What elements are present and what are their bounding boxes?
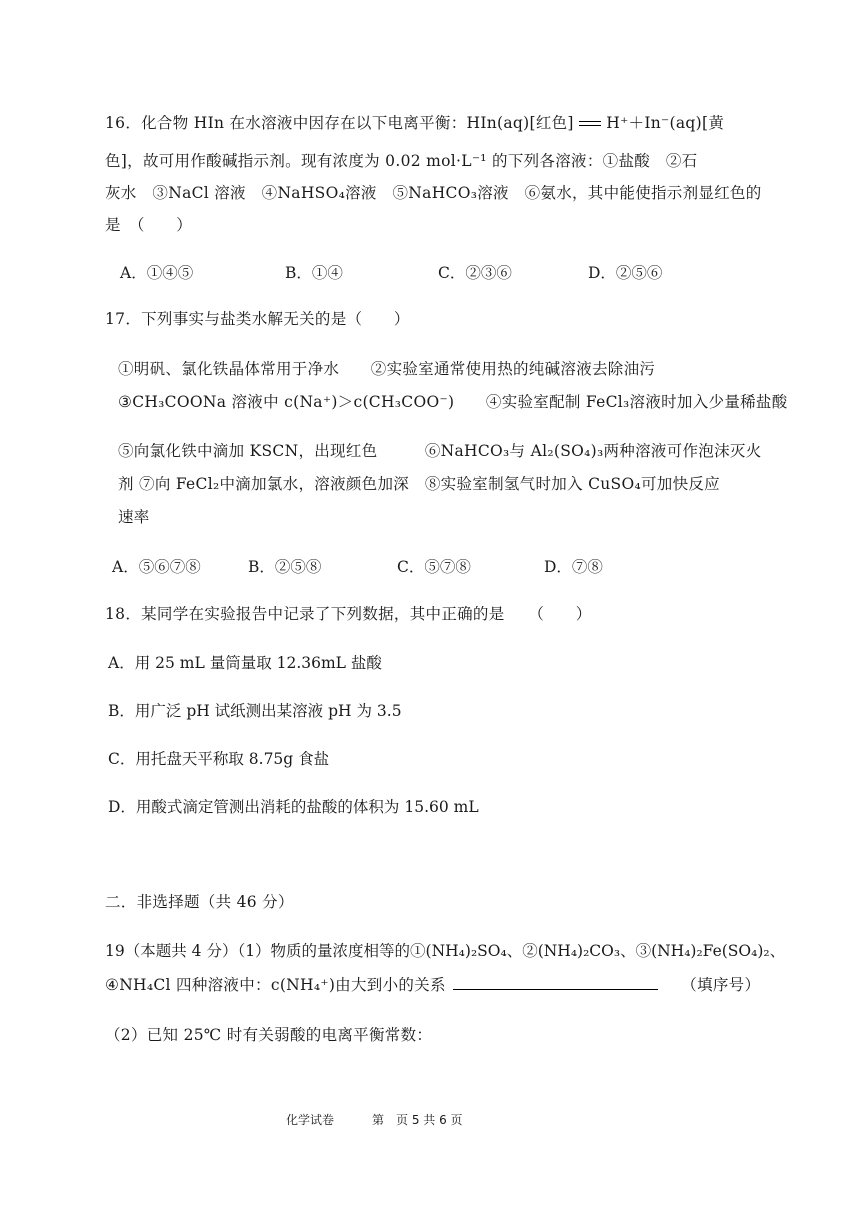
q19-line-2-text: ④NH₄Cl 四种溶液中：c(NH₄⁺)由大到小的关系 — [105, 976, 446, 994]
q18-option-c: C．用托盘天平称取 8.75g 食盐 — [108, 750, 330, 768]
q16-line-2: 色]，故可用作酸碱指示剂。现有浓度为 0.02 mol·L⁻¹ 的下列各溶液：①盐酸 ②石 — [105, 152, 698, 170]
answer-blank[interactable] — [453, 975, 658, 990]
q18-option-a: A．用 25 mL 量筒量取 12.36mL 盐酸 — [108, 654, 382, 672]
section-heading: 二．非选择题（共 46 分） — [105, 893, 294, 911]
q17-option-b: B．②⑤⑧ — [248, 558, 322, 576]
q17-line-1: ①明矾、氯化铁晶体常用于净水 ②实验室通常使用热的纯碱溶液去除油污 — [118, 360, 656, 378]
footer-subject: 化学试卷 — [286, 1113, 335, 1127]
q16-line-4: 是 （ ） — [105, 216, 193, 234]
q17-option-d: D．⑦⑧ — [544, 558, 603, 576]
q16-line-1-text: 16．化合物 HIn 在水溶液中因存在以下电离平衡：HIn(aq)[红色] — [105, 114, 574, 132]
q16-option-d: D．②⑤⑥ — [588, 264, 663, 282]
equilibrium-arrow-icon — [579, 119, 601, 129]
q17-line-5: 速率 — [118, 508, 150, 526]
q16-line-3: 灰水 ③NaCl 溶液 ④NaHSO₄溶液 ⑤NaHCO₃溶液 ⑥氨水，其中能使指示剂显红色的 — [105, 184, 762, 202]
q17-line-4: 剂 ⑦向 FeCl₂中滴加氯水，溶液颜色加深 ⑧实验室制氢气时加入 CuSO₄可加快反应 — [118, 475, 720, 493]
q19-fill-hint: （填序号） — [681, 976, 761, 994]
q16-line-1-text-b: H⁺＋In⁻(aq)[黄 — [606, 114, 725, 132]
q18-option-b: B．用广泛 pH 试纸测出某溶液 pH 为 3.5 — [108, 702, 402, 720]
q16-line-1 — [105, 111, 724, 133]
q16-option-b: B．①④ — [285, 264, 343, 282]
q19-line-2 — [105, 973, 760, 995]
q17-line-2: ③CH₃COONa 溶液中 c(Na⁺)＞c(CH₃COO⁻) ④实验室配制 FeCl₃溶液时加入少量稀盐酸 — [118, 393, 788, 411]
footer-page-number: 第 页 5 共 6 页 — [372, 1113, 463, 1127]
q17-line-3: ⑤向氯化铁中滴加 KSCN，出现红色 ⑥NaHCO₃与 Al₂(SO₄)₃两种溶液可作泡沫灭火 — [118, 442, 762, 460]
q16-option-c: C．②③⑥ — [438, 264, 512, 282]
q18-stem: 18．某同学在实验报告中记录了下列数据，其中正确的是 （ ） — [105, 605, 592, 623]
q17-stem: 17．下列事实与盐类水解无关的是（ ） — [105, 310, 410, 328]
q19-line-3: （2）已知 25℃ 时有关弱酸的电离平衡常数： — [105, 1026, 433, 1044]
q17-option-a: A．⑤⑥⑦⑧ — [112, 558, 201, 576]
q16-option-a: A．①④⑤ — [120, 264, 194, 282]
q18-option-d: D．用酸式滴定管测出消耗的盐酸的体积为 15.60 mL — [108, 798, 479, 816]
q19-line-1: 19（本题共 4 分）（1）物质的量浓度相等的①(NH₄)₂SO₄、②(NH₄)₂CO₃、③(NH₄)₂Fe(SO₄)₂、 — [105, 942, 786, 960]
q17-option-c: C．⑤⑦⑧ — [397, 558, 471, 576]
